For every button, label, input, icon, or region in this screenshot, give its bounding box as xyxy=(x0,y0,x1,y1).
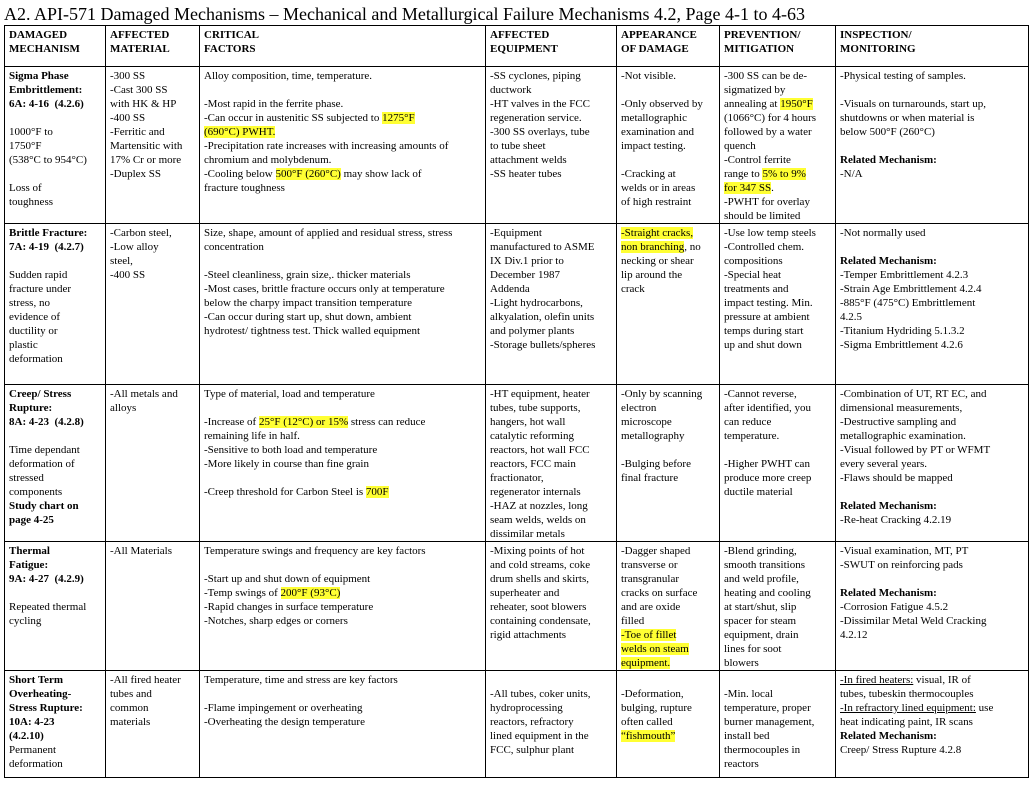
prevention-cell: -Blend grinding, smooth transitions and weld profile, heating and cooling at start/shut, slip spacer for steam equipment, drain lines for soot blowers xyxy=(720,542,836,671)
header-damaged-mechanism: DAMAGED MECHANISM xyxy=(5,26,106,67)
appearance-cell: -Only by scanning electron microscope metallography -Bulging before final fracture xyxy=(617,385,720,542)
table-row xyxy=(5,67,1029,224)
mechanism-name: Short Term Overheating- Stress Rupture: 10A: 4-23 (4.2.10) xyxy=(9,674,83,742)
mechanism-name: Sigma Phase Embrittlement: 6A: 4-16 (4.2.6) xyxy=(9,70,84,110)
mechanism-note: Repeated thermal cycling xyxy=(9,601,87,627)
prevention-cell: -Use low temp steels -Controlled chem. compositions -Special heat treatments and impact testing. Min. pressure at ambient temps during start up and shut down xyxy=(720,224,836,385)
study-chart-note: Study chart on page 4-25 xyxy=(9,500,79,526)
prevention-cell: -Cannot reverse, after identified, you can reduce temperature. -Higher PWHT can produce more creep ductile material xyxy=(720,385,836,542)
mechanism-cell xyxy=(5,385,106,542)
highlight: 1275°F (690°C) PWHT. xyxy=(204,112,415,138)
highlight: 5% to 9% for 347 SS xyxy=(724,168,806,194)
prevention-cell: -Min. local temperature, proper burner management, install bed thermocouples in reactors xyxy=(720,671,836,778)
factors-cell: Alloy composition, time, temperature. -Most rapid in the ferrite phase. -Can occur in austenitic SS subjected to 1275°F (690°C) PWHT. -Precipitation rate increases with increasing amounts of chromium and molybdenum. -Cooling below 500°F (260°C) may show lack of fracture toughness xyxy=(200,67,486,224)
inspection-cell: -Combination of UT, RT EC, and dimensional measurements, -Destructive sampling and metallographic examination. -Visual followed by PT or WFMT every several years. -Flaws should be mapped Related Mechanism: -Re-heat Cracking 4.2.19 xyxy=(836,385,1029,542)
header-inspection-monitoring: INSPECTION/ MONITORING xyxy=(836,26,1029,67)
related-mechanism-label: Related Mechanism: xyxy=(840,154,937,166)
inspection-cell: -Not normally used Related Mechanism: -Temper Embrittlement 4.2.3 -Strain Age Embrittlement 4.2.4 -885°F (475°C) Embrittlement 4.2.5 -Titanium Hydriding 5.1.3.2 -Sigma Embrittlement 4.2.6 xyxy=(836,224,1029,385)
damage-mechanism-table xyxy=(4,25,1029,778)
mechanism-name: Creep/ Stress Rupture: 8A: 4-23 (4.2.8) xyxy=(9,388,84,428)
related-mechanism-label: Related Mechanism: xyxy=(840,730,937,742)
header-affected-material: AFFECTED MATERIAL xyxy=(106,26,200,67)
related-mechanism-label: Related Mechanism: xyxy=(840,255,937,267)
mechanism-name: Thermal Fatigue: 9A: 4-27 (4.2.9) xyxy=(9,545,84,585)
equipment-cell: -Mixing points of hot and cold streams, coke drum shells and skirts, superheater and reheater, soot blowers containing condensate, rigid attachments xyxy=(486,542,617,671)
equipment-cell: -SS cyclones, piping ductwork -HT valves in the FCC regeneration service. -300 SS overlays, tube to tube sheet attachment welds -SS heater tubes xyxy=(486,67,617,224)
appearance-cell: -Straight cracks, non branching, no necking or shear lip around the crack xyxy=(617,224,720,385)
material-cell: -300 SS -Cast 300 SS with HK & HP -400 SS -Ferritic and Martensitic with 17% Cr or more -Duplex SS xyxy=(106,67,200,224)
table-row xyxy=(5,385,1029,542)
highlight: 1950°F xyxy=(780,98,813,110)
appearance-cell: -Not visible. -Only observed by metallographic examination and impact testing. -Cracking at welds or in areas of high restraint xyxy=(617,67,720,224)
highlight: 25°F (12°C) or 15% xyxy=(258,416,349,428)
table-row xyxy=(5,671,1029,778)
mechanism-cell xyxy=(5,542,106,671)
related-mechanism-label: Related Mechanism: xyxy=(840,587,937,599)
material-cell: -All fired heater tubes and common materials xyxy=(106,671,200,778)
mechanism-cell xyxy=(5,67,106,224)
appearance-cell: -Deformation, bulging, rupture often called “fishmouth” xyxy=(617,671,720,778)
highlight: -Straight cracks, non branching xyxy=(621,227,694,253)
mechanism-cell xyxy=(5,671,106,778)
header-affected-equipment: AFFECTED EQUIPMENT xyxy=(486,26,617,67)
factors-cell: Type of material, load and temperature -Increase of 25°F (12°C) or 15% stress can reduce remaining life in half. -Sensitive to both load and temperature -More likely in course than fine grain -Creep threshold for Carbon Steel is 700F xyxy=(200,385,486,542)
mechanism-cell xyxy=(5,224,106,385)
page-title: A2. API-571 Damaged Mechanisms – Mechanical and Metallurgical Failure Mechanisms 4.2, Page 4-1 to 4-63 xyxy=(4,4,805,24)
mechanism-note: 1000°F to 1750°F (538°C to 954°C) xyxy=(9,126,87,166)
material-cell: -All Materials xyxy=(106,542,200,671)
equipment-cell: -Equipment manufactured to ASME IX Div.1 prior to December 1987 Addenda -Light hydrocarbons, alkyalation, olefin units and polymer plants -Storage bullets/spheres xyxy=(486,224,617,385)
inspection-cell: -Visual examination, MT, PT -SWUT on reinforcing pads Related Mechanism: -Corrosion Fatigue 4.5.2 -Dissimilar Metal Weld Cracking 4.2.12 xyxy=(836,542,1029,671)
prevention-cell: -300 SS can be de- sigmatized by annealing at 1950°F (1066°C) for 4 hours followed by a water quench -Control ferrite range to 5% to 9% for 347 SS. -PWHT for overlay should be limited xyxy=(720,67,836,224)
related-mechanism-label: Related Mechanism: xyxy=(840,500,937,512)
material-cell: -All metals and alloys xyxy=(106,385,200,542)
header-row xyxy=(5,26,1029,67)
factors-cell: Temperature, time and stress are key factors -Flame impingement or overheating -Overheating the design temperature xyxy=(200,671,486,778)
factors-cell: Temperature swings and frequency are key factors -Start up and shut down of equipment -Temp swings of 200°F (93°C) -Rapid changes in surface temperature -Notches, sharp edges or corners xyxy=(200,542,486,671)
highlight: -Toe of fillet welds on steam equipment. xyxy=(621,629,689,669)
equipment-cell: -All tubes, coker units, hydroprocessing reactors, refractory lined equipment in the FCC, sulphur plant xyxy=(486,671,617,778)
mechanism-note: Time dependant deformation of stressed components xyxy=(9,444,80,498)
highlight: 200°F (93°C) xyxy=(280,587,341,599)
header-appearance-of-damage: APPEARANCE OF DAMAGE xyxy=(617,26,720,67)
equipment-cell: -HT equipment, heater tubes, tube supports, hangers, hot wall catalytic reforming reactors, hot wall FCC reactors, FCC main fractionator, regenerator internals -HAZ at nozzles, long seam welds, welds on dissimilar metals xyxy=(486,385,617,542)
header-prevention-mitigation: PREVENTION/ MITIGATION xyxy=(720,26,836,67)
mechanism-note: Loss of toughness xyxy=(9,182,53,208)
table-row xyxy=(5,542,1029,671)
inspection-cell: -In fired heaters: visual, IR of tubes, tubeskin thermocouples -In refractory lined equipment: use heat indicating paint, IR scans Related Mechanism: Creep/ Stress Rupture 4.2.8 xyxy=(836,671,1029,778)
highlight: “fishmouth” xyxy=(621,730,676,742)
inspection-cell: -Physical testing of samples. -Visuals on turnarounds, start up, shutdowns or when material is below 500°F (260°C) Related Mechanism: -N/A xyxy=(836,67,1029,224)
table-row xyxy=(5,224,1029,385)
mechanism-note: Permanent deformation xyxy=(9,744,63,770)
mechanism-note: Sudden rapid fracture under stress, no evidence of ductility or plastic deformation xyxy=(9,269,71,365)
material-cell: -Carbon steel, -Low alloy steel, -400 SS xyxy=(106,224,200,385)
highlight: 700F xyxy=(365,486,389,498)
appearance-cell: -Dagger shaped transverse or transgranular cracks on surface and are oxide filled -Toe of fillet welds on steam equipment. xyxy=(617,542,720,671)
factors-cell: Size, shape, amount of applied and residual stress, stress concentration -Steel cleanliness, grain size,. thicker materials -Most cases, brittle fracture occurs only at temperature below the charpy impact transition temperature -Can occur during start up, shut down, ambient hydrotest/ tightness test. Thick walled equipment xyxy=(200,224,486,385)
highlight: 500°F (260°C) xyxy=(275,168,341,180)
header-critical-factors: CRITICAL FACTORS xyxy=(200,26,486,67)
mechanism-name: Brittle Fracture: 7A: 4-19 (4.2.7) xyxy=(9,227,88,253)
